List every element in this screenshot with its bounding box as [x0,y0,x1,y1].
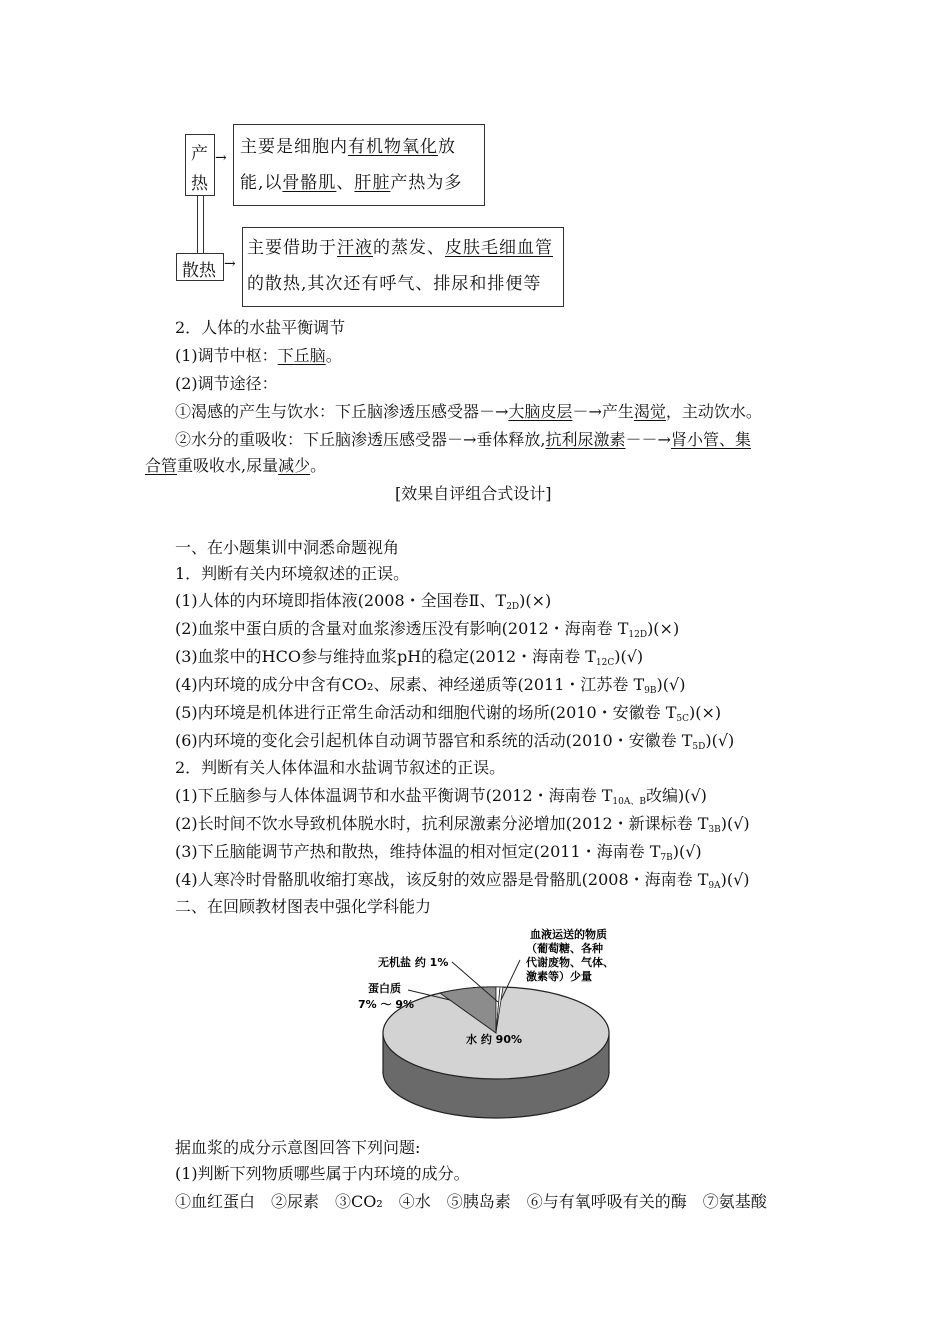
heat-production-text-2: 能,以骨骼肌、肝脏产热为多 [240,173,463,193]
heat-dissipation-label: 散热 [182,261,216,281]
label-water: 水 约 90% [466,1033,522,1046]
q2-item: (3)下丘脑能调节产热和散热，维持体温的相对恒定(2011・海南卷 $T_{7B})(√)$ [175,842,702,863]
q1-item: (1)人体的内环境即指体液(2008・全国卷Ⅱ、$T_{2D})(\times)$ [175,591,552,612]
heat-production-label-b: 热 [191,174,208,194]
arrow-dissipate: → [224,256,236,272]
q2-item: (1)下丘脑参与人体体温调节和水盐平衡调节(2012・海南卷 $T_{10A、B}$改编)(√) [175,786,707,807]
label-protein-1: 蛋白质 [368,982,401,995]
section2-heading: 2．人体的水盐平衡调节 [175,318,346,337]
q1-item: (2)血浆中蛋白质的含量对血浆渗透压没有影响(2012・海南卷 $T_{12D})(\times)$ [175,619,680,640]
part2-q1: (1)判断下列物质哪些属于内环境的成分。 [175,1164,470,1183]
part1-heading: 一、在小题集训中洞悉命题视角 [175,538,400,557]
arrow-produce: → [215,150,227,166]
q2-item: (4)人寒冷时骨骼肌收缩打寒战，该反射的效应器是骨骼肌(2008・海南卷 $T_{9A})(√)$ [175,870,750,891]
heat-production-box [233,124,485,206]
label-protein-2: 7% ～ 9% [358,998,415,1011]
regulation-center: (1)调节中枢：下丘脑。 [175,346,342,365]
reabsorb-pathway-1: ②水分的重吸收：下丘脑渗透压感受器－→垂体释放,抗利尿激素－－→肾小管、集 [175,430,751,449]
label-transport-1: 血液运送的物质 [530,928,607,941]
q1-item: (6)内环境的变化会引起机体自动调节器官和系统的活动(2010・安徽卷 $T_{5D})(√)$ [175,731,735,752]
label-transport-2: （葡萄糖、各种 [526,942,603,955]
q2-item: (2)长时间不饮水导致机体脱水时，抗利尿激素分泌增加(2012・新课标卷 $T_{3B})(√)$ [175,814,750,835]
plasma-pie-chart [340,920,640,1130]
part2-options: ①血红蛋白 ②尿素 ③CO₂ ④水 ⑤胰岛素 ⑥与有氧呼吸有关的酶 ⑦氨基酸 [175,1192,767,1211]
label-salt: 无机盐 约 1% [378,956,449,969]
heat-dissipation-text-1: 主要借助于汗液的蒸发、皮肤毛细血管 [247,238,553,258]
q1-item: (5)内环境是机体进行正常生命活动和细胞代谢的场所(2010・安徽卷 $T_{5C})(\times)$ [175,703,722,724]
part2-prompt: 据血浆的成分示意图回答下列问题: [175,1138,421,1157]
regulation-route: (2)调节途径： [175,374,278,393]
label-transport-4: 激素等）少量 [526,970,592,983]
design-title: [效果自评组合式设计] [395,484,552,503]
reabsorb-pathway-2: 合管重吸收水,尿量减少。 [145,456,327,475]
thirst-pathway: ①渴感的产生与饮水：下丘脑渗透压感受器－→大脑皮层－→产生渴觉，主动饮水。 [175,402,762,421]
connector-line [197,196,204,254]
heat-dissipation-label-box [176,253,224,281]
part2-heading: 二、在回顾教材图表中强化学科能力 [175,897,432,916]
q1-title: 1．判断有关内环境叙述的正误。 [175,564,410,583]
heat-production-label-box [185,134,215,196]
q2-title: 2．判断有关人体体温和水盐调节叙述的正误。 [175,758,506,777]
heat-production-text-1: 主要是细胞内有机物氧化放 [240,137,456,157]
heat-dissipation-text-2: 的散热,其次还有呼气、排尿和排便等 [247,274,542,294]
label-transport-3: 代谢废物、气体、 [526,956,614,969]
q1-item: (3)血浆中的HCO参与维持血浆pH的稳定(2012・海南卷 $T_{12C})(√)$ [175,647,644,668]
heat-production-label-a: 产 [191,144,208,164]
q1-item: (4)内环境的成分中含有CO₂、尿素、神经递质等(2011・江苏卷 $T_{9B})(√)$ [175,675,686,696]
heat-dissipation-box [242,227,564,307]
